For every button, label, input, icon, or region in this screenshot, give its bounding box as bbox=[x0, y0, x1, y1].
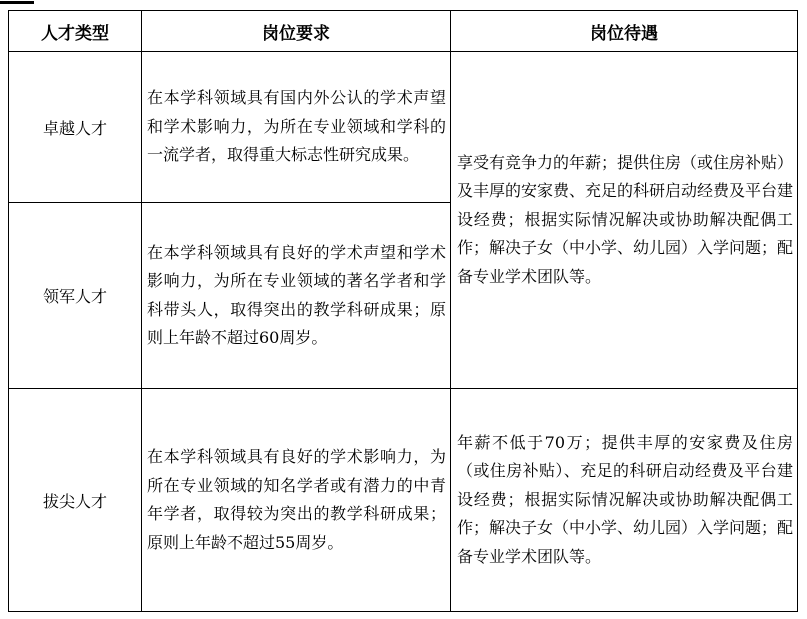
benefit-cell: 年薪不低于70万；提供丰厚的安家费及住房（或住房补贴）、充足的科研启动经费及平台建设经费；根据实际情况解决或协助解决配偶工作；解决子女（中小学、幼儿园）入学问题；配备专业学术团队等。 bbox=[451, 389, 798, 612]
header-talent-type: 人才类型 bbox=[9, 11, 142, 52]
header-benefits: 岗位待遇 bbox=[451, 11, 798, 52]
header-row bbox=[9, 11, 798, 52]
category-cell: 卓越人才 bbox=[9, 52, 142, 203]
category-cell: 拔尖人才 bbox=[9, 389, 142, 612]
table-row bbox=[9, 52, 798, 203]
table-row bbox=[9, 389, 798, 612]
requirement-cell: 在本学科领域具有国内外公认的学术声望和学术影响力，为所在专业领域和学科的一流学者，取得重大标志性研究成果。 bbox=[142, 52, 451, 203]
benefit-cell: 享受有竞争力的年薪；提供住房（或住房补贴）及丰厚的安家费、充足的科研启动经费及平台建设经费；根据实际情况解决或协助解决配偶工作；解决子女（中小学、幼儿园）入学问题；配备专业学术团队等。 bbox=[451, 52, 798, 389]
requirement-cell: 在本学科领域具有良好的学术影响力，为所在专业领域的知名学者或有潜力的中青年学者，取得较为突出的教学科研成果；原则上年龄不超过55周岁。 bbox=[142, 389, 451, 612]
cropped-text-fragment bbox=[0, 0, 60, 6]
category-cell: 领军人才 bbox=[9, 203, 142, 389]
talent-table bbox=[8, 10, 798, 612]
header-requirements: 岗位要求 bbox=[142, 11, 451, 52]
requirement-cell: 在本学科领域具有良好的学术声望和学术影响力，为所在专业领域的著名学者和学科带头人，取得突出的教学科研成果；原则上年龄不超过60周岁。 bbox=[142, 203, 451, 389]
